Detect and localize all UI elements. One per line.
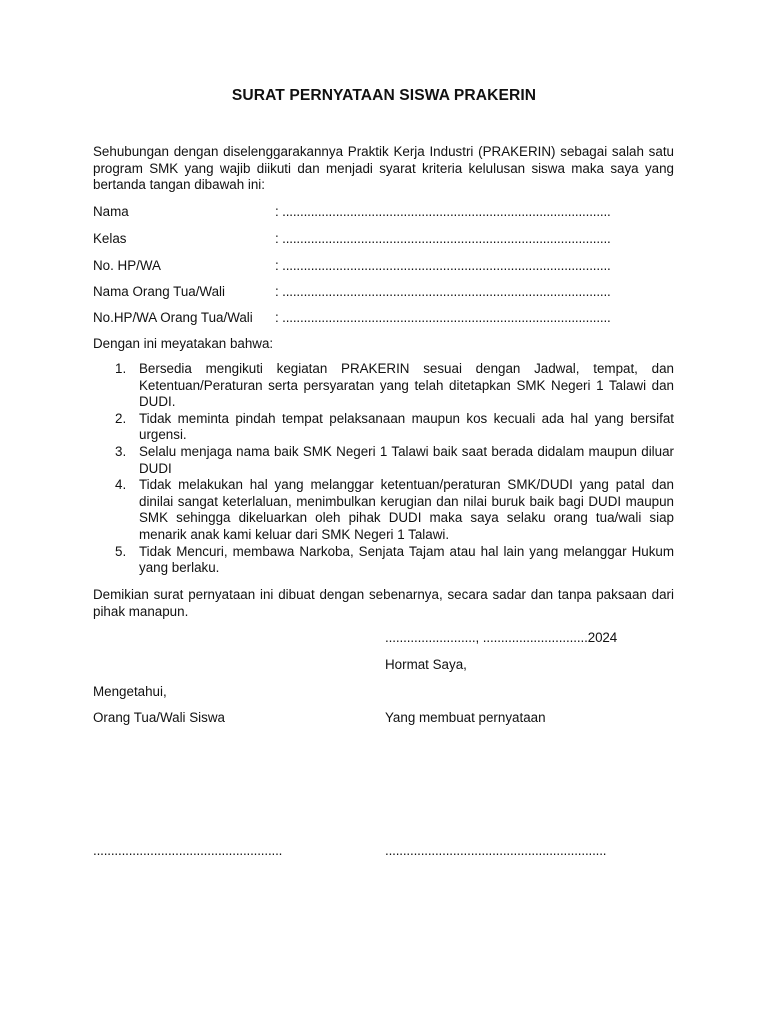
list-item-number: 2. <box>115 410 127 426</box>
field-row-hp <box>93 258 674 276</box>
list-item-text: Tidak meminta pindah tempat pelaksanaan maupun kos kecuali ada hal yang bersifat urgensi. <box>139 410 674 443</box>
list-item-text: Bersedia mengikuti kegiatan PRAKERIN sesuai dengan Jadwal, tempat, dan Ketentuan/Peraturan serta persyaratan yang telah ditetapkan SMK Negeri 1 Talawi dan DUDI. <box>139 361 674 410</box>
field-dotted-line: : ............................................................................................ <box>275 310 611 325</box>
list-item <box>93 361 674 411</box>
field-dotted-line: : ............................................................................................ <box>275 204 611 219</box>
list-item-text: Tidak Mencuri, membawa Narkoba, Senjata Tajam atau hal lain yang melanggar Hukum yang berlaku. <box>139 543 674 576</box>
field-row-kelas <box>93 231 674 249</box>
place-date-line: ........................., .............................2024 <box>385 630 618 645</box>
field-label: No.HP/WA Orang Tua/Wali <box>93 310 253 325</box>
list-item <box>93 411 674 444</box>
list-item-text: Selalu menjaga nama baik SMK Negeri 1 Talawi baik saat berada didalam maupun diluar DUDI <box>139 443 674 476</box>
maker-role-label: Yang membuat pernyataan <box>385 710 546 725</box>
list-item-number: 1. <box>115 361 127 376</box>
list-item-number: 3. <box>115 443 127 459</box>
list-item-number: 4. <box>115 477 127 493</box>
list-item <box>93 477 674 543</box>
field-label: Kelas <box>93 231 127 246</box>
list-item-number: 5. <box>115 543 127 559</box>
declaration-points <box>93 361 674 577</box>
maker-signature-line: .............................................................. <box>385 843 607 858</box>
field-row-parent-hp <box>93 310 674 328</box>
field-row-parent-name <box>93 284 674 302</box>
field-label: Nama <box>93 204 129 219</box>
parent-role-label: Orang Tua/Wali Siswa <box>93 710 225 725</box>
field-dotted-line: : ............................................................................................ <box>275 284 611 299</box>
list-item-text: Tidak melakukan hal yang melanggar ketentuan/peraturan SMK/DUDI yang patal dan dinilai sangat keterlaluan, menimbulkan kerugian dan nilai buruk baik bagi DUDI maupun SMK sehingga dikeluarkan oleh pihak DUDI maka saya selaku orang tua/wali siap menarik anak kami keluar dari SMK Negeri 1 Talawi. <box>139 477 674 542</box>
field-label: Nama Orang Tua/Wali <box>93 284 225 299</box>
list-item <box>93 544 674 577</box>
document-title: SURAT PERNYATAAN SISWA PRAKERIN <box>231 87 537 104</box>
field-label: No. HP/WA <box>93 258 161 273</box>
field-dotted-line: : ............................................................................................ <box>275 258 611 273</box>
regards-text: Hormat Saya, <box>385 657 467 672</box>
closing-paragraph: Demikian surat pernyataan ini dibuat dengan sebenarnya, secara sadar dan tanpa paksaan dari pihak manapun. <box>93 587 674 619</box>
list-item <box>93 444 674 477</box>
acknowledged-text: Mengetahui, <box>93 684 167 699</box>
intro-paragraph: Sehubungan dengan diselenggarakannya Praktik Kerja Industri (PRAKERIN) sebagai salah satu program SMK yang wajib diikuti dan menjadi syarat kriteria kelulusan siswa maka saya yang bertanda tangan dibawah ini: <box>93 144 674 193</box>
field-dotted-line: : ............................................................................................ <box>275 231 611 246</box>
declaration-intro: Dengan ini meyatakan bahwa: <box>93 336 274 351</box>
parent-signature-line: ..................................................... <box>93 843 283 858</box>
field-row-nama <box>93 204 674 222</box>
